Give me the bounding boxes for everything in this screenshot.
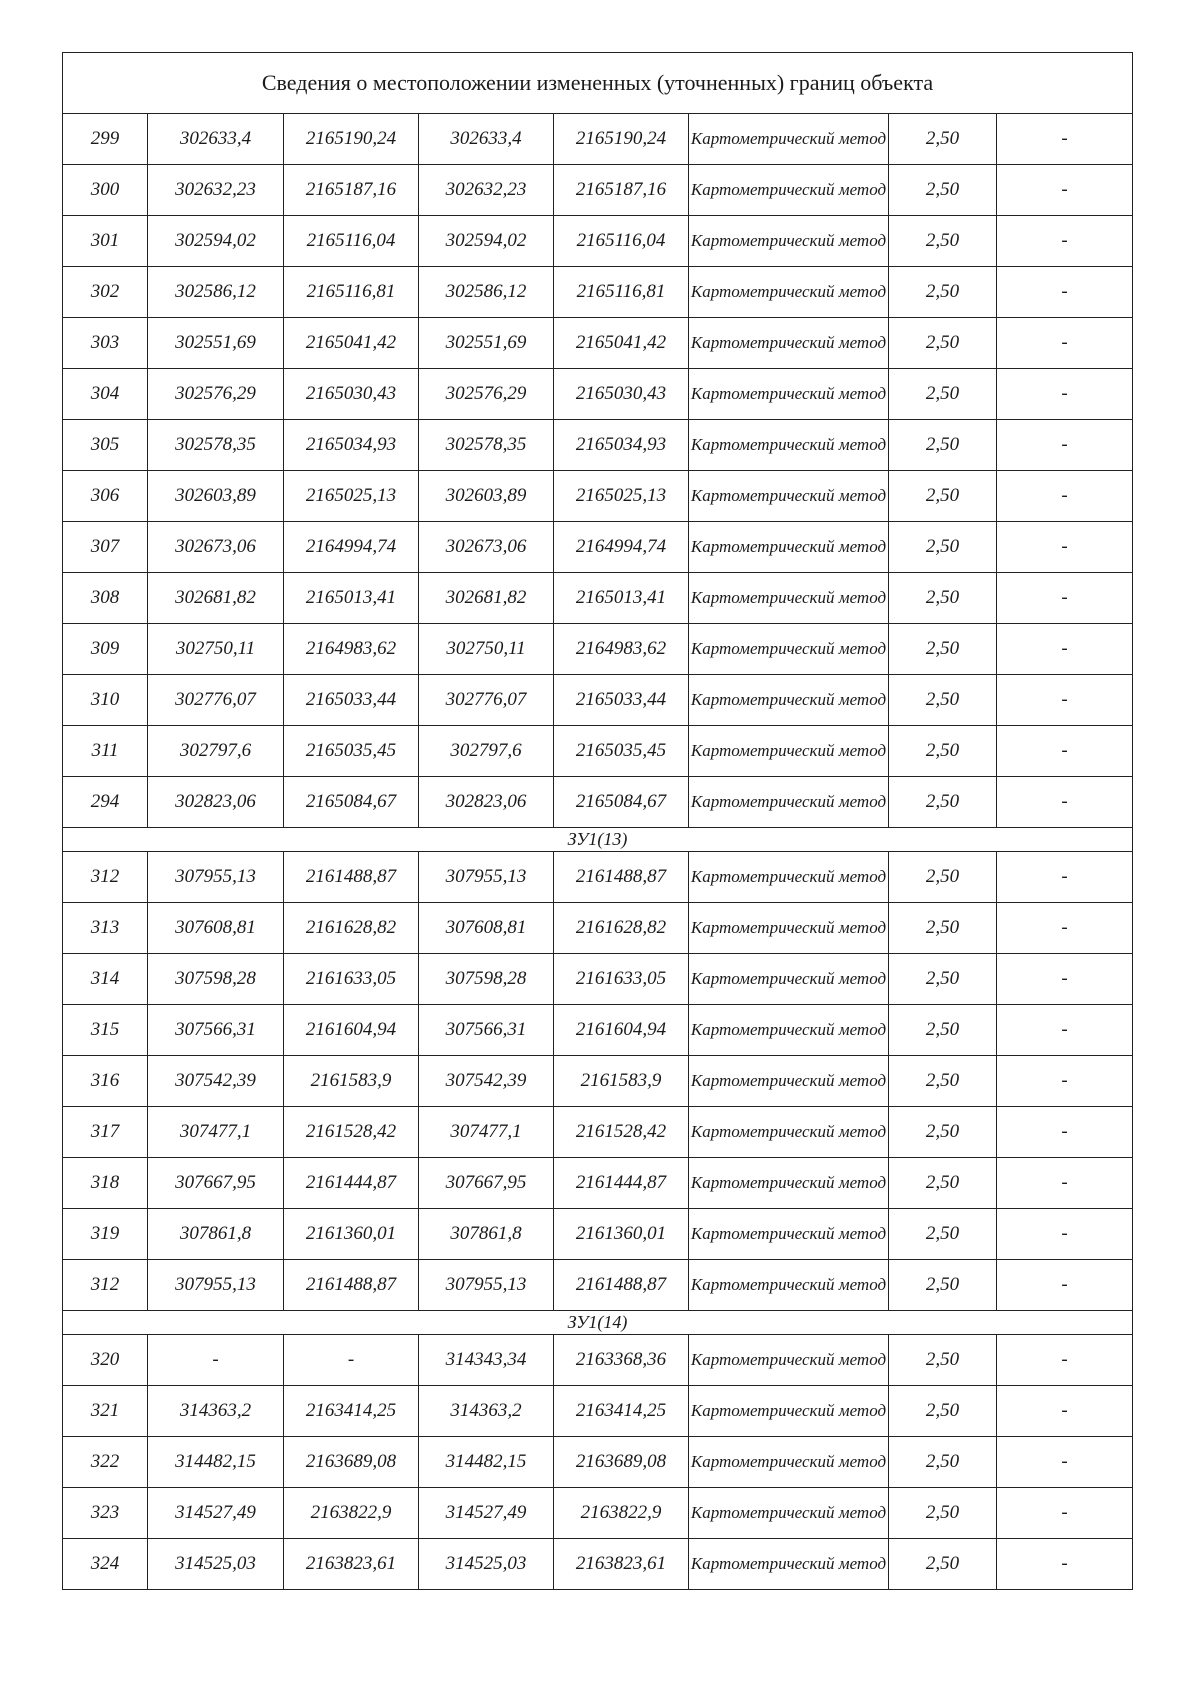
y-new-cell: 2165013,41 [554, 573, 689, 624]
x-new-cell: 307566,31 [419, 1005, 554, 1056]
accuracy-cell: 2,50 [889, 1158, 997, 1209]
point-number-cell: 323 [63, 1488, 148, 1539]
y-new-cell: 2161583,9 [554, 1056, 689, 1107]
table-row [63, 471, 1133, 522]
x-new-cell: 302633,4 [419, 114, 554, 165]
method-cell: Картометрический метод [689, 1260, 889, 1311]
y-existing-cell: 2163414,25 [284, 1386, 419, 1437]
x-new-cell: 307667,95 [419, 1158, 554, 1209]
y-new-cell: 2163822,9 [554, 1488, 689, 1539]
accuracy-cell: 2,50 [889, 267, 997, 318]
table-title-row [63, 53, 1133, 114]
description-cell: - [997, 852, 1133, 903]
x-new-cell: 314482,15 [419, 1437, 554, 1488]
y-existing-cell: 2163689,08 [284, 1437, 419, 1488]
y-existing-cell: 2161444,87 [284, 1158, 419, 1209]
point-number-cell: 312 [63, 852, 148, 903]
x-existing-cell: 314527,49 [148, 1488, 284, 1539]
point-number-cell: 324 [63, 1539, 148, 1590]
point-number-cell: 307 [63, 522, 148, 573]
accuracy-cell: 2,50 [889, 471, 997, 522]
method-cell: Картометрический метод [689, 267, 889, 318]
method-cell: Картометрический метод [689, 165, 889, 216]
point-number-cell: 299 [63, 114, 148, 165]
table-row [63, 318, 1133, 369]
point-number-cell: 311 [63, 726, 148, 777]
y-existing-cell: 2163823,61 [284, 1539, 419, 1590]
table-row [63, 1005, 1133, 1056]
y-existing-cell: 2165116,04 [284, 216, 419, 267]
description-cell: - [997, 165, 1133, 216]
method-cell: Картометрический метод [689, 573, 889, 624]
description-cell: - [997, 1488, 1133, 1539]
accuracy-cell: 2,50 [889, 852, 997, 903]
x-existing-cell: 302776,07 [148, 675, 284, 726]
x-existing-cell: 314482,15 [148, 1437, 284, 1488]
y-new-cell: 2161360,01 [554, 1209, 689, 1260]
description-cell: - [997, 624, 1133, 675]
point-number-cell: 320 [63, 1335, 148, 1386]
point-number-cell: 315 [63, 1005, 148, 1056]
accuracy-cell: 2,50 [889, 1209, 997, 1260]
table-row [63, 1386, 1133, 1437]
x-existing-cell: 302797,6 [148, 726, 284, 777]
accuracy-cell: 2,50 [889, 114, 997, 165]
accuracy-cell: 2,50 [889, 216, 997, 267]
method-cell: Картометрический метод [689, 1005, 889, 1056]
y-new-cell: 2165035,45 [554, 726, 689, 777]
y-new-cell: 2165034,93 [554, 420, 689, 471]
x-new-cell: 307955,13 [419, 852, 554, 903]
x-new-cell: 307955,13 [419, 1260, 554, 1311]
x-new-cell: 307608,81 [419, 903, 554, 954]
x-new-cell: 302594,02 [419, 216, 554, 267]
x-existing-cell: 314363,2 [148, 1386, 284, 1437]
point-number-cell: 319 [63, 1209, 148, 1260]
description-cell: - [997, 954, 1133, 1005]
table-row [63, 114, 1133, 165]
description-cell: - [997, 1260, 1133, 1311]
x-new-cell: 302823,06 [419, 777, 554, 828]
description-cell: - [997, 1335, 1133, 1386]
x-new-cell: 314527,49 [419, 1488, 554, 1539]
point-number-cell: 303 [63, 318, 148, 369]
y-existing-cell: 2161583,9 [284, 1056, 419, 1107]
y-new-cell: 2164983,62 [554, 624, 689, 675]
x-existing-cell: 302632,23 [148, 165, 284, 216]
y-new-cell: 2163368,36 [554, 1335, 689, 1386]
method-cell: Картометрический метод [689, 624, 889, 675]
table-row [63, 852, 1133, 903]
description-cell: - [997, 114, 1133, 165]
description-cell: - [997, 777, 1133, 828]
table-row [63, 1158, 1133, 1209]
table-row [63, 903, 1133, 954]
accuracy-cell: 2,50 [889, 1005, 997, 1056]
table-row [63, 726, 1133, 777]
description-cell: - [997, 573, 1133, 624]
table-row [63, 522, 1133, 573]
x-existing-cell: 302750,11 [148, 624, 284, 675]
y-new-cell: 2164994,74 [554, 522, 689, 573]
point-number-cell: 306 [63, 471, 148, 522]
point-number-cell: 309 [63, 624, 148, 675]
y-new-cell: 2161488,87 [554, 852, 689, 903]
description-cell: - [997, 1107, 1133, 1158]
y-existing-cell: 2161633,05 [284, 954, 419, 1005]
table-row [63, 1107, 1133, 1158]
description-cell: - [997, 1209, 1133, 1260]
x-existing-cell: 307955,13 [148, 852, 284, 903]
table-title: Сведения о местоположении измененных (уточненных) границ объекта [63, 53, 1133, 114]
y-existing-cell: 2161604,94 [284, 1005, 419, 1056]
y-existing-cell: 2165013,41 [284, 573, 419, 624]
table-row [63, 675, 1133, 726]
accuracy-cell: 2,50 [889, 1107, 997, 1158]
point-number-cell: 322 [63, 1437, 148, 1488]
accuracy-cell: 2,50 [889, 1056, 997, 1107]
accuracy-cell: 2,50 [889, 777, 997, 828]
y-existing-cell: 2161528,42 [284, 1107, 419, 1158]
y-new-cell: 2163689,08 [554, 1437, 689, 1488]
table-row [63, 369, 1133, 420]
point-number-cell: 301 [63, 216, 148, 267]
y-existing-cell: 2161488,87 [284, 852, 419, 903]
description-cell: - [997, 903, 1133, 954]
x-new-cell: 307598,28 [419, 954, 554, 1005]
y-new-cell: 2161604,94 [554, 1005, 689, 1056]
x-new-cell: 302586,12 [419, 267, 554, 318]
point-number-cell: 314 [63, 954, 148, 1005]
description-cell: - [997, 1056, 1133, 1107]
accuracy-cell: 2,50 [889, 573, 997, 624]
y-existing-cell: 2161488,87 [284, 1260, 419, 1311]
description-cell: - [997, 1005, 1133, 1056]
y-existing-cell: 2165084,67 [284, 777, 419, 828]
table-row [63, 954, 1133, 1005]
y-new-cell: 2161444,87 [554, 1158, 689, 1209]
x-existing-cell: 307955,13 [148, 1260, 284, 1311]
description-cell: - [997, 216, 1133, 267]
x-existing-cell: 302576,29 [148, 369, 284, 420]
method-cell: Картометрический метод [689, 726, 889, 777]
accuracy-cell: 2,50 [889, 1437, 997, 1488]
description-cell: - [997, 1539, 1133, 1590]
y-existing-cell: 2165025,13 [284, 471, 419, 522]
accuracy-cell: 2,50 [889, 1260, 997, 1311]
point-number-cell: 308 [63, 573, 148, 624]
x-existing-cell: 307477,1 [148, 1107, 284, 1158]
y-new-cell: 2161628,82 [554, 903, 689, 954]
x-new-cell: 314363,2 [419, 1386, 554, 1437]
point-number-cell: 310 [63, 675, 148, 726]
description-cell: - [997, 726, 1133, 777]
description-cell: - [997, 318, 1133, 369]
section-label: ЗУ1(13) [63, 828, 1133, 852]
y-existing-cell: - [284, 1335, 419, 1386]
section-header-row [63, 1311, 1133, 1335]
y-existing-cell: 2165035,45 [284, 726, 419, 777]
y-new-cell: 2165116,81 [554, 267, 689, 318]
description-cell: - [997, 267, 1133, 318]
method-cell: Картометрический метод [689, 954, 889, 1005]
point-number-cell: 321 [63, 1386, 148, 1437]
x-existing-cell: 307861,8 [148, 1209, 284, 1260]
method-cell: Картометрический метод [689, 420, 889, 471]
method-cell: Картометрический метод [689, 318, 889, 369]
y-new-cell: 2165041,42 [554, 318, 689, 369]
accuracy-cell: 2,50 [889, 954, 997, 1005]
method-cell: Картометрический метод [689, 114, 889, 165]
point-number-cell: 316 [63, 1056, 148, 1107]
y-existing-cell: 2165187,16 [284, 165, 419, 216]
accuracy-cell: 2,50 [889, 1386, 997, 1437]
y-existing-cell: 2163822,9 [284, 1488, 419, 1539]
y-new-cell: 2165187,16 [554, 165, 689, 216]
x-existing-cell: 307598,28 [148, 954, 284, 1005]
boundary-coordinates-table [62, 52, 1133, 1590]
table-row [63, 216, 1133, 267]
x-existing-cell: 302594,02 [148, 216, 284, 267]
x-new-cell: 307861,8 [419, 1209, 554, 1260]
point-number-cell: 294 [63, 777, 148, 828]
x-existing-cell: 307667,95 [148, 1158, 284, 1209]
point-number-cell: 300 [63, 165, 148, 216]
x-new-cell: 302750,11 [419, 624, 554, 675]
y-existing-cell: 2165116,81 [284, 267, 419, 318]
method-cell: Картометрический метод [689, 1056, 889, 1107]
accuracy-cell: 2,50 [889, 726, 997, 777]
y-existing-cell: 2165034,93 [284, 420, 419, 471]
point-number-cell: 318 [63, 1158, 148, 1209]
table-row [63, 1056, 1133, 1107]
description-cell: - [997, 420, 1133, 471]
section-header-row [63, 828, 1133, 852]
y-new-cell: 2165116,04 [554, 216, 689, 267]
point-number-cell: 312 [63, 1260, 148, 1311]
accuracy-cell: 2,50 [889, 1335, 997, 1386]
y-new-cell: 2165190,24 [554, 114, 689, 165]
x-existing-cell: 302673,06 [148, 522, 284, 573]
x-new-cell: 302673,06 [419, 522, 554, 573]
x-new-cell: 302776,07 [419, 675, 554, 726]
x-new-cell: 302576,29 [419, 369, 554, 420]
method-cell: Картометрический метод [689, 1209, 889, 1260]
y-existing-cell: 2161628,82 [284, 903, 419, 954]
method-cell: Картометрический метод [689, 369, 889, 420]
description-cell: - [997, 675, 1133, 726]
x-new-cell: 302681,82 [419, 573, 554, 624]
description-cell: - [997, 522, 1133, 573]
accuracy-cell: 2,50 [889, 165, 997, 216]
y-existing-cell: 2161360,01 [284, 1209, 419, 1260]
method-cell: Картометрический метод [689, 1158, 889, 1209]
y-existing-cell: 2164994,74 [284, 522, 419, 573]
x-existing-cell: 302823,06 [148, 777, 284, 828]
description-cell: - [997, 1386, 1133, 1437]
method-cell: Картометрический метод [689, 1335, 889, 1386]
x-existing-cell: 302551,69 [148, 318, 284, 369]
y-new-cell: 2165030,43 [554, 369, 689, 420]
x-existing-cell: 302603,89 [148, 471, 284, 522]
method-cell: Картометрический метод [689, 1107, 889, 1158]
accuracy-cell: 2,50 [889, 675, 997, 726]
x-existing-cell: 314525,03 [148, 1539, 284, 1590]
method-cell: Картометрический метод [689, 1488, 889, 1539]
description-cell: - [997, 1437, 1133, 1488]
x-new-cell: 302797,6 [419, 726, 554, 777]
x-existing-cell: 302578,35 [148, 420, 284, 471]
accuracy-cell: 2,50 [889, 318, 997, 369]
x-new-cell: 314343,34 [419, 1335, 554, 1386]
x-existing-cell: 307542,39 [148, 1056, 284, 1107]
x-existing-cell: 302633,4 [148, 114, 284, 165]
table-row [63, 1260, 1133, 1311]
x-new-cell: 302578,35 [419, 420, 554, 471]
table-row [63, 1209, 1133, 1260]
point-number-cell: 313 [63, 903, 148, 954]
y-existing-cell: 2165041,42 [284, 318, 419, 369]
table-row [63, 573, 1133, 624]
y-existing-cell: 2165030,43 [284, 369, 419, 420]
table-row [63, 777, 1133, 828]
y-existing-cell: 2165190,24 [284, 114, 419, 165]
x-existing-cell: 302586,12 [148, 267, 284, 318]
table-row [63, 1539, 1133, 1590]
y-new-cell: 2161633,05 [554, 954, 689, 1005]
description-cell: - [997, 471, 1133, 522]
x-existing-cell: 302681,82 [148, 573, 284, 624]
method-cell: Картометрический метод [689, 471, 889, 522]
x-new-cell: 302551,69 [419, 318, 554, 369]
method-cell: Картометрический метод [689, 1437, 889, 1488]
accuracy-cell: 2,50 [889, 522, 997, 573]
section-label: ЗУ1(14) [63, 1311, 1133, 1335]
accuracy-cell: 2,50 [889, 369, 997, 420]
y-new-cell: 2165033,44 [554, 675, 689, 726]
x-new-cell: 307477,1 [419, 1107, 554, 1158]
x-new-cell: 314525,03 [419, 1539, 554, 1590]
method-cell: Картометрический метод [689, 522, 889, 573]
table-row [63, 1335, 1133, 1386]
method-cell: Картометрический метод [689, 1386, 889, 1437]
point-number-cell: 305 [63, 420, 148, 471]
x-existing-cell: - [148, 1335, 284, 1386]
y-new-cell: 2165084,67 [554, 777, 689, 828]
y-new-cell: 2163414,25 [554, 1386, 689, 1437]
x-new-cell: 307542,39 [419, 1056, 554, 1107]
y-new-cell: 2163823,61 [554, 1539, 689, 1590]
x-existing-cell: 307566,31 [148, 1005, 284, 1056]
y-new-cell: 2161528,42 [554, 1107, 689, 1158]
table-row [63, 165, 1133, 216]
description-cell: - [997, 369, 1133, 420]
accuracy-cell: 2,50 [889, 1539, 997, 1590]
method-cell: Картометрический метод [689, 1539, 889, 1590]
method-cell: Картометрический метод [689, 852, 889, 903]
x-new-cell: 302603,89 [419, 471, 554, 522]
table-row [63, 267, 1133, 318]
accuracy-cell: 2,50 [889, 420, 997, 471]
method-cell: Картометрический метод [689, 675, 889, 726]
accuracy-cell: 2,50 [889, 903, 997, 954]
y-existing-cell: 2164983,62 [284, 624, 419, 675]
table-row [63, 1488, 1133, 1539]
point-number-cell: 317 [63, 1107, 148, 1158]
table-row [63, 420, 1133, 471]
method-cell: Картометрический метод [689, 216, 889, 267]
description-cell: - [997, 1158, 1133, 1209]
point-number-cell: 304 [63, 369, 148, 420]
table-row [63, 624, 1133, 675]
table-row [63, 1437, 1133, 1488]
x-existing-cell: 307608,81 [148, 903, 284, 954]
table-body [63, 53, 1133, 1590]
x-new-cell: 302632,23 [419, 165, 554, 216]
method-cell: Картометрический метод [689, 903, 889, 954]
method-cell: Картометрический метод [689, 777, 889, 828]
accuracy-cell: 2,50 [889, 624, 997, 675]
y-new-cell: 2161488,87 [554, 1260, 689, 1311]
accuracy-cell: 2,50 [889, 1488, 997, 1539]
y-existing-cell: 2165033,44 [284, 675, 419, 726]
y-new-cell: 2165025,13 [554, 471, 689, 522]
point-number-cell: 302 [63, 267, 148, 318]
